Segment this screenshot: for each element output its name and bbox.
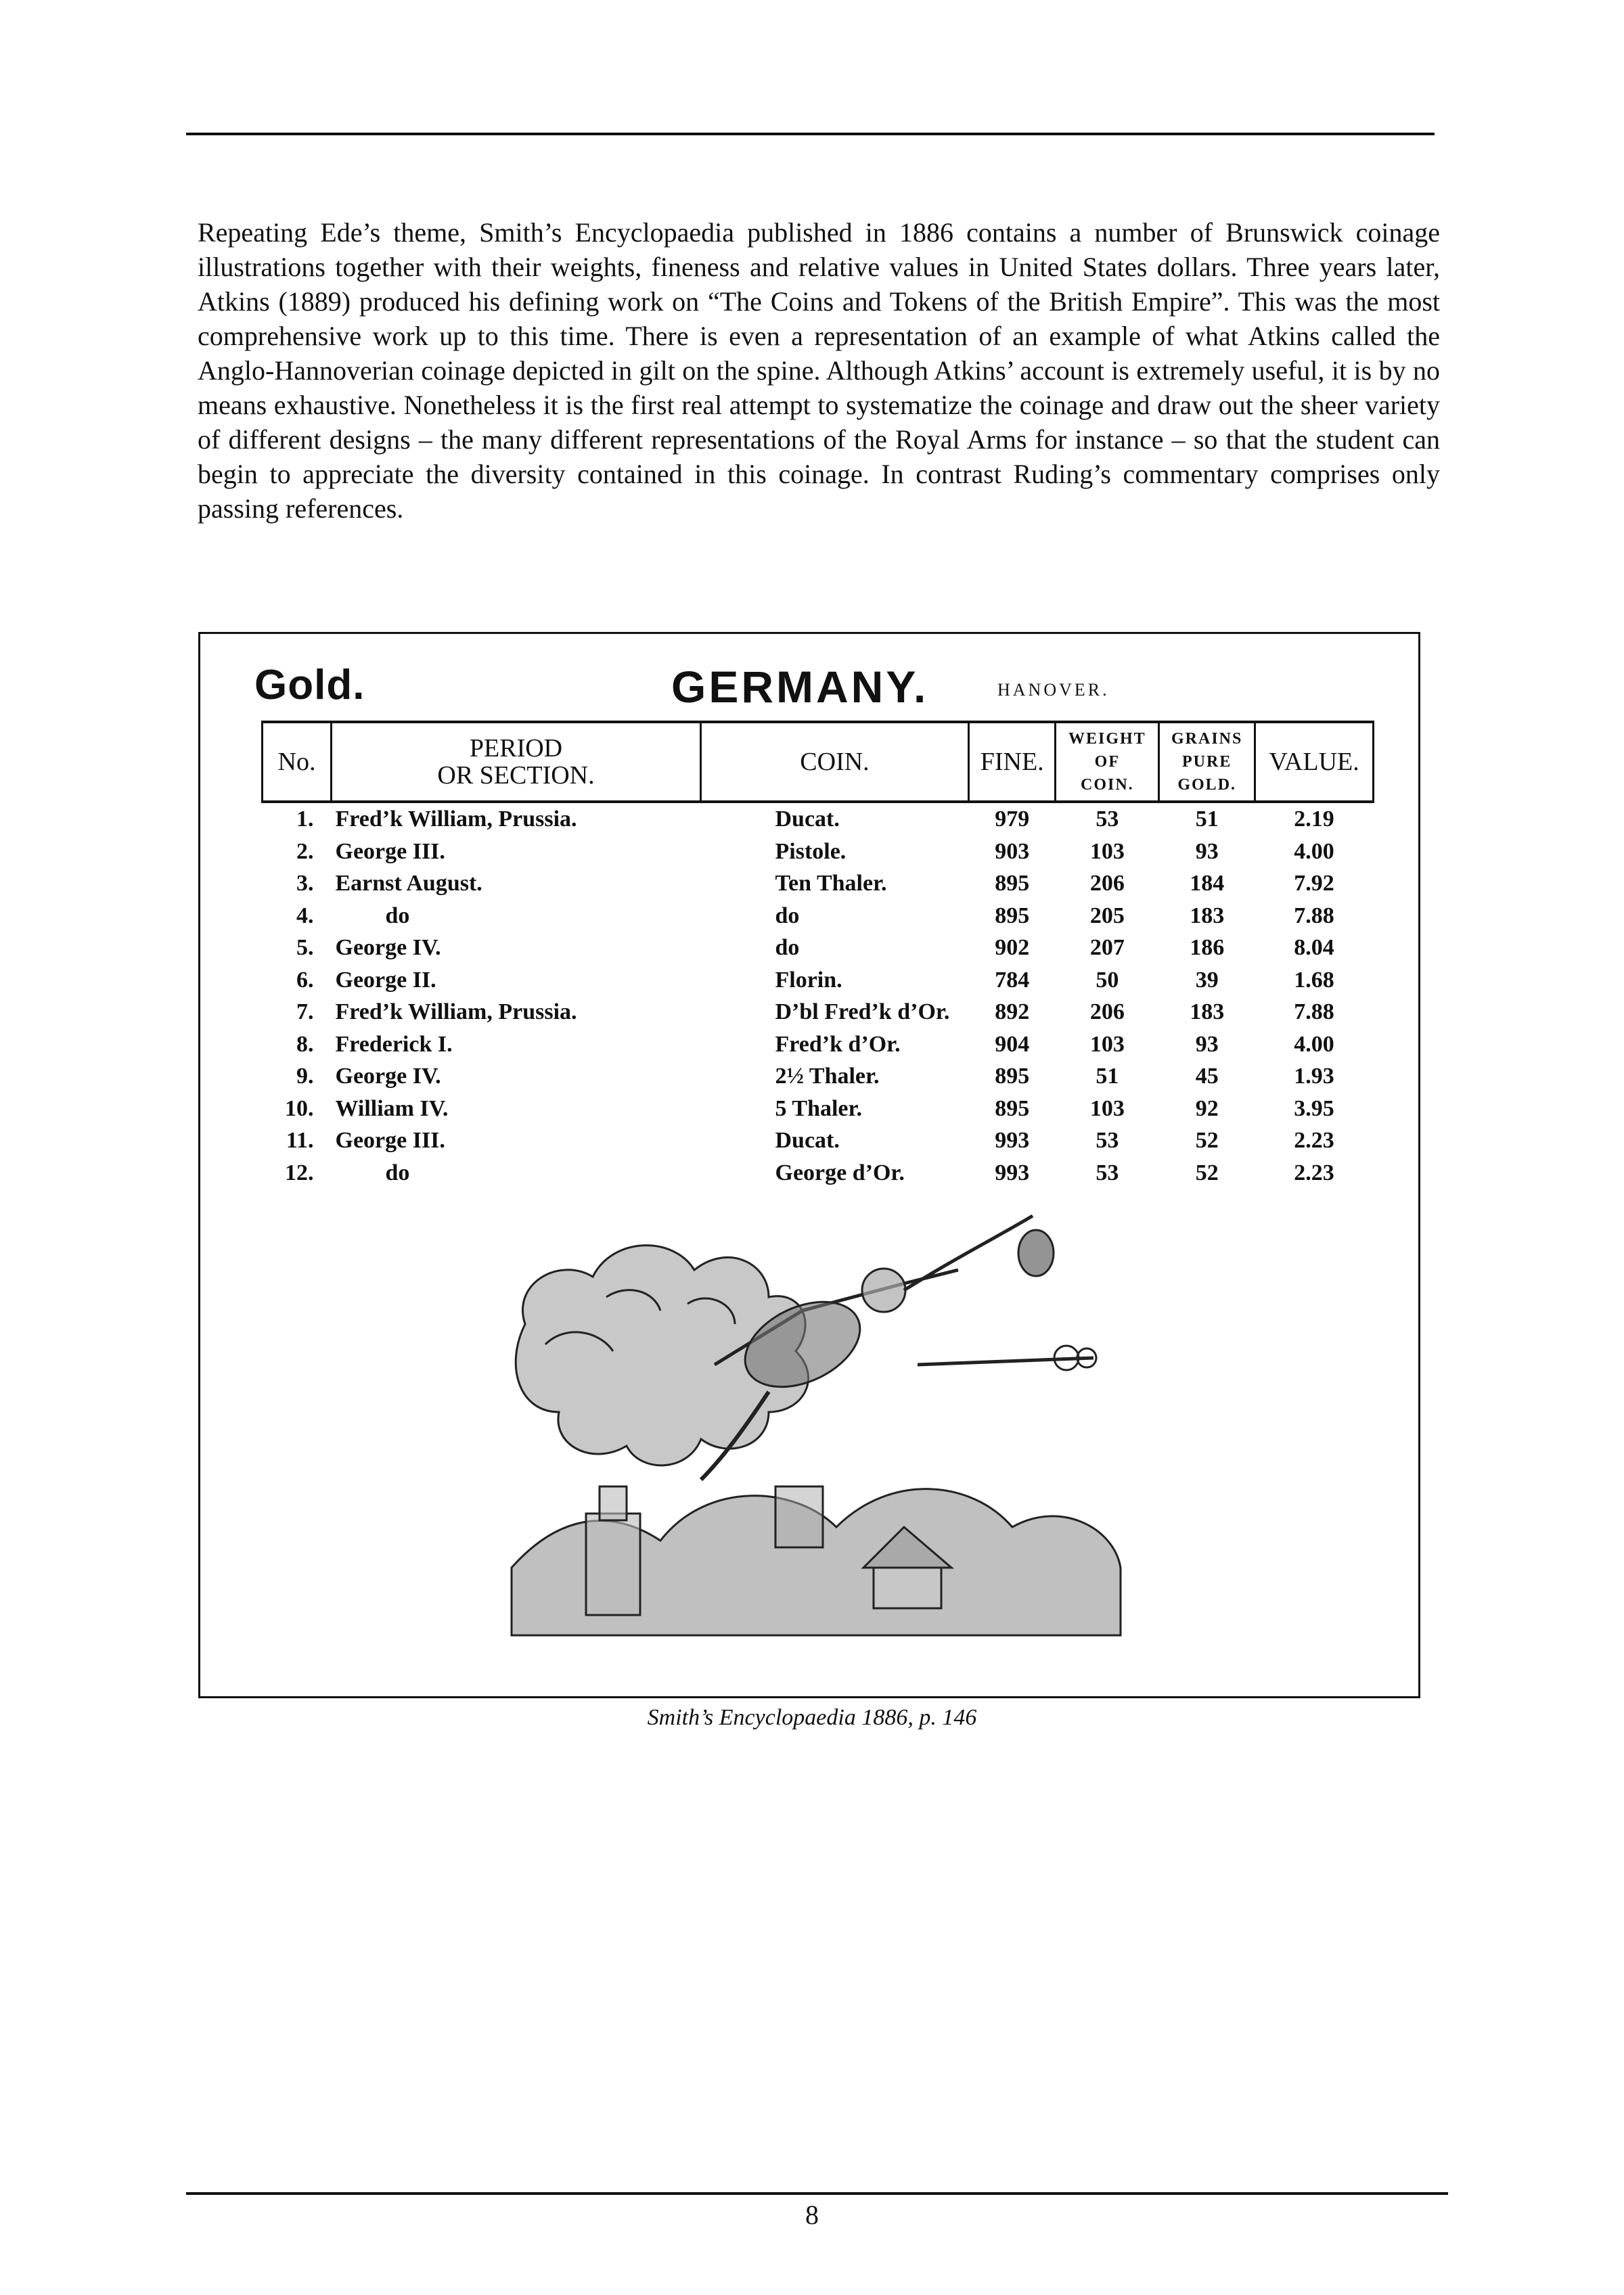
cell-value: 1.93 xyxy=(1294,1064,1334,1089)
cell-no: 10. xyxy=(285,1095,314,1121)
cell-coin: 5 Thaler. xyxy=(775,1095,862,1121)
cell-value: 8.04 xyxy=(1294,935,1334,960)
cell-no: 2. xyxy=(296,838,314,864)
table-body xyxy=(263,802,1374,1189)
cell-coin: Ten Thaler. xyxy=(775,871,887,896)
cell-fine: 902 xyxy=(995,935,1030,960)
col-header-weight: WEIGHT OF COIN. xyxy=(1056,722,1159,802)
cell-coin: Fred’k d’Or. xyxy=(775,1031,901,1057)
cell-coin: George d’Or. xyxy=(775,1160,905,1185)
cell-no: 6. xyxy=(296,967,314,993)
cell-fine: 895 xyxy=(995,1095,1030,1121)
cell-period: William IV. xyxy=(335,1095,449,1121)
cell-coin: Florin. xyxy=(775,967,842,993)
cell-period: do xyxy=(385,903,410,928)
figure-caption: Smith’s Encyclopaedia 1886, p. 146 xyxy=(647,1705,977,1730)
col-header-coin: COIN. xyxy=(701,722,969,802)
cell-coin: Ducat. xyxy=(775,806,840,832)
cell-grains: 39 xyxy=(1195,967,1219,993)
figure-frame xyxy=(198,632,1420,1698)
cell-fine: 895 xyxy=(995,903,1030,928)
cell-grains: 183 xyxy=(1190,999,1225,1024)
cell-fine: 895 xyxy=(995,871,1030,896)
cell-fine: 979 xyxy=(995,806,1030,832)
cell-grains: 184 xyxy=(1190,871,1225,896)
cell-weight: 53 xyxy=(1096,1128,1119,1153)
cell-period: George II. xyxy=(335,967,436,993)
cell-value: 7.88 xyxy=(1294,903,1334,928)
mercury-engraving-icon xyxy=(484,1189,1148,1676)
cell-period: Fred’k William, Prussia. xyxy=(335,999,577,1024)
cell-no: 9. xyxy=(296,1064,314,1089)
cell-coin: D’bl Fred’k d’Or. xyxy=(775,999,950,1024)
cell-no: 5. xyxy=(296,935,314,960)
cell-period: Frederick I. xyxy=(335,1031,453,1057)
cell-value: 4.00 xyxy=(1294,838,1334,864)
col-header-period: PERIOD OR SECTION. xyxy=(332,722,701,802)
cell-period: George III. xyxy=(335,838,445,864)
cell-value: 2.23 xyxy=(1294,1128,1334,1153)
cell-weight: 50 xyxy=(1096,967,1119,993)
cell-fine: 993 xyxy=(995,1160,1030,1185)
cell-period: Earnst August. xyxy=(335,871,482,896)
page-number: 8 xyxy=(805,2200,819,2230)
table-row xyxy=(263,1060,1374,1093)
cell-value: 3.95 xyxy=(1294,1095,1334,1121)
cell-weight: 103 xyxy=(1089,838,1125,864)
coin-table xyxy=(261,721,1374,1189)
table-row xyxy=(263,867,1374,900)
table-row xyxy=(263,900,1374,932)
cell-period: do xyxy=(385,1160,410,1185)
cell-weight: 206 xyxy=(1089,871,1125,896)
cell-no: 11. xyxy=(286,1128,314,1153)
col-header-no: No. xyxy=(263,722,332,802)
cell-grains: 93 xyxy=(1195,838,1219,864)
cell-coin: 2½ Thaler. xyxy=(775,1064,880,1089)
cell-weight: 103 xyxy=(1089,1095,1125,1121)
region-heading: HANOVER. xyxy=(997,680,1110,700)
footer-rule xyxy=(186,2192,1448,2195)
table-row xyxy=(263,996,1374,1028)
cell-grains: 186 xyxy=(1190,935,1225,960)
cell-weight: 205 xyxy=(1089,903,1125,928)
cell-weight: 53 xyxy=(1096,1160,1119,1185)
table-row xyxy=(263,836,1374,868)
cell-period: George III. xyxy=(335,1128,445,1153)
table-row xyxy=(263,1028,1374,1061)
cell-no: 8. xyxy=(296,1031,314,1057)
cell-fine: 895 xyxy=(995,1064,1030,1089)
country-heading: GERMANY. xyxy=(671,662,929,712)
cell-no: 3. xyxy=(296,871,314,896)
cell-weight: 206 xyxy=(1089,999,1125,1024)
cell-value: 1.68 xyxy=(1294,967,1334,993)
body-paragraph: Repeating Ede’s theme, Smith’s Encyclopaedia published in 1886 contains a number of Brunswick coinage illustrations together with their weights, fineness and relative values in United States dollars. Three years later, Atkins (1889) produced his defining work on “The Coins and Tokens of the British Empire”. This was the most comprehensive work up to this time. There is even a representation of an example of what Atkins called the Anglo-Hannoverian coinage depicted in gilt on the spine. Although Atkins’ account is extremely useful, it is by no means exhaustive. Nonetheless it is the first real attempt to systematize the coinage and draw out the sheer variety of different designs – the many different representations of the Royal Arms for instance – so that the student can begin to appreciate the diversity contained in this coinage. In contrast Ruding’s commentary comprises only passing references. xyxy=(198,217,1440,524)
metal-heading: Gold. xyxy=(254,662,365,708)
cell-grains: 93 xyxy=(1195,1031,1219,1057)
cell-value: 7.92 xyxy=(1294,871,1334,896)
table-header-row xyxy=(263,722,1374,802)
cell-weight: 207 xyxy=(1089,935,1125,960)
cell-fine: 892 xyxy=(995,999,1030,1024)
table-row xyxy=(263,964,1374,997)
cell-value: 2.23 xyxy=(1294,1160,1334,1185)
cell-value: 2.19 xyxy=(1294,806,1334,832)
cell-fine: 993 xyxy=(995,1128,1030,1153)
cell-value: 4.00 xyxy=(1294,1031,1334,1057)
cell-coin: do xyxy=(775,935,800,960)
cell-weight: 103 xyxy=(1089,1031,1125,1057)
cell-period: George IV. xyxy=(335,935,441,960)
cell-no: 4. xyxy=(296,903,314,928)
cell-grains: 92 xyxy=(1195,1095,1219,1121)
cell-no: 1. xyxy=(296,806,314,832)
cell-grains: 183 xyxy=(1190,903,1225,928)
table-row xyxy=(263,1157,1374,1189)
figure-heading xyxy=(200,661,1418,715)
table-row xyxy=(263,1093,1374,1125)
cell-period: George IV. xyxy=(335,1064,441,1089)
table-row xyxy=(263,932,1374,964)
cell-no: 7. xyxy=(296,999,314,1024)
cell-fine: 784 xyxy=(995,967,1030,993)
cell-coin: Pistole. xyxy=(775,838,847,864)
col-header-value: VALUE. xyxy=(1255,722,1374,802)
cell-coin: do xyxy=(775,903,800,928)
cell-grains: 45 xyxy=(1195,1064,1219,1089)
cell-fine: 903 xyxy=(995,838,1030,864)
cell-no: 12. xyxy=(285,1160,314,1185)
cell-grains: 52 xyxy=(1195,1160,1219,1185)
cell-weight: 53 xyxy=(1096,806,1119,832)
table-row xyxy=(263,802,1374,836)
header-rule xyxy=(186,133,1435,135)
table-row xyxy=(263,1124,1374,1157)
cell-period: Fred’k William, Prussia. xyxy=(335,806,577,832)
col-header-fine: FINE. xyxy=(969,722,1056,802)
cell-grains: 52 xyxy=(1195,1128,1219,1153)
col-header-grains: GRAINS PURE GOLD. xyxy=(1159,722,1255,802)
cell-grains: 51 xyxy=(1195,806,1219,832)
cell-value: 7.88 xyxy=(1294,999,1334,1024)
cell-coin: Ducat. xyxy=(775,1128,840,1153)
cell-weight: 51 xyxy=(1096,1064,1119,1089)
cell-fine: 904 xyxy=(995,1031,1030,1057)
